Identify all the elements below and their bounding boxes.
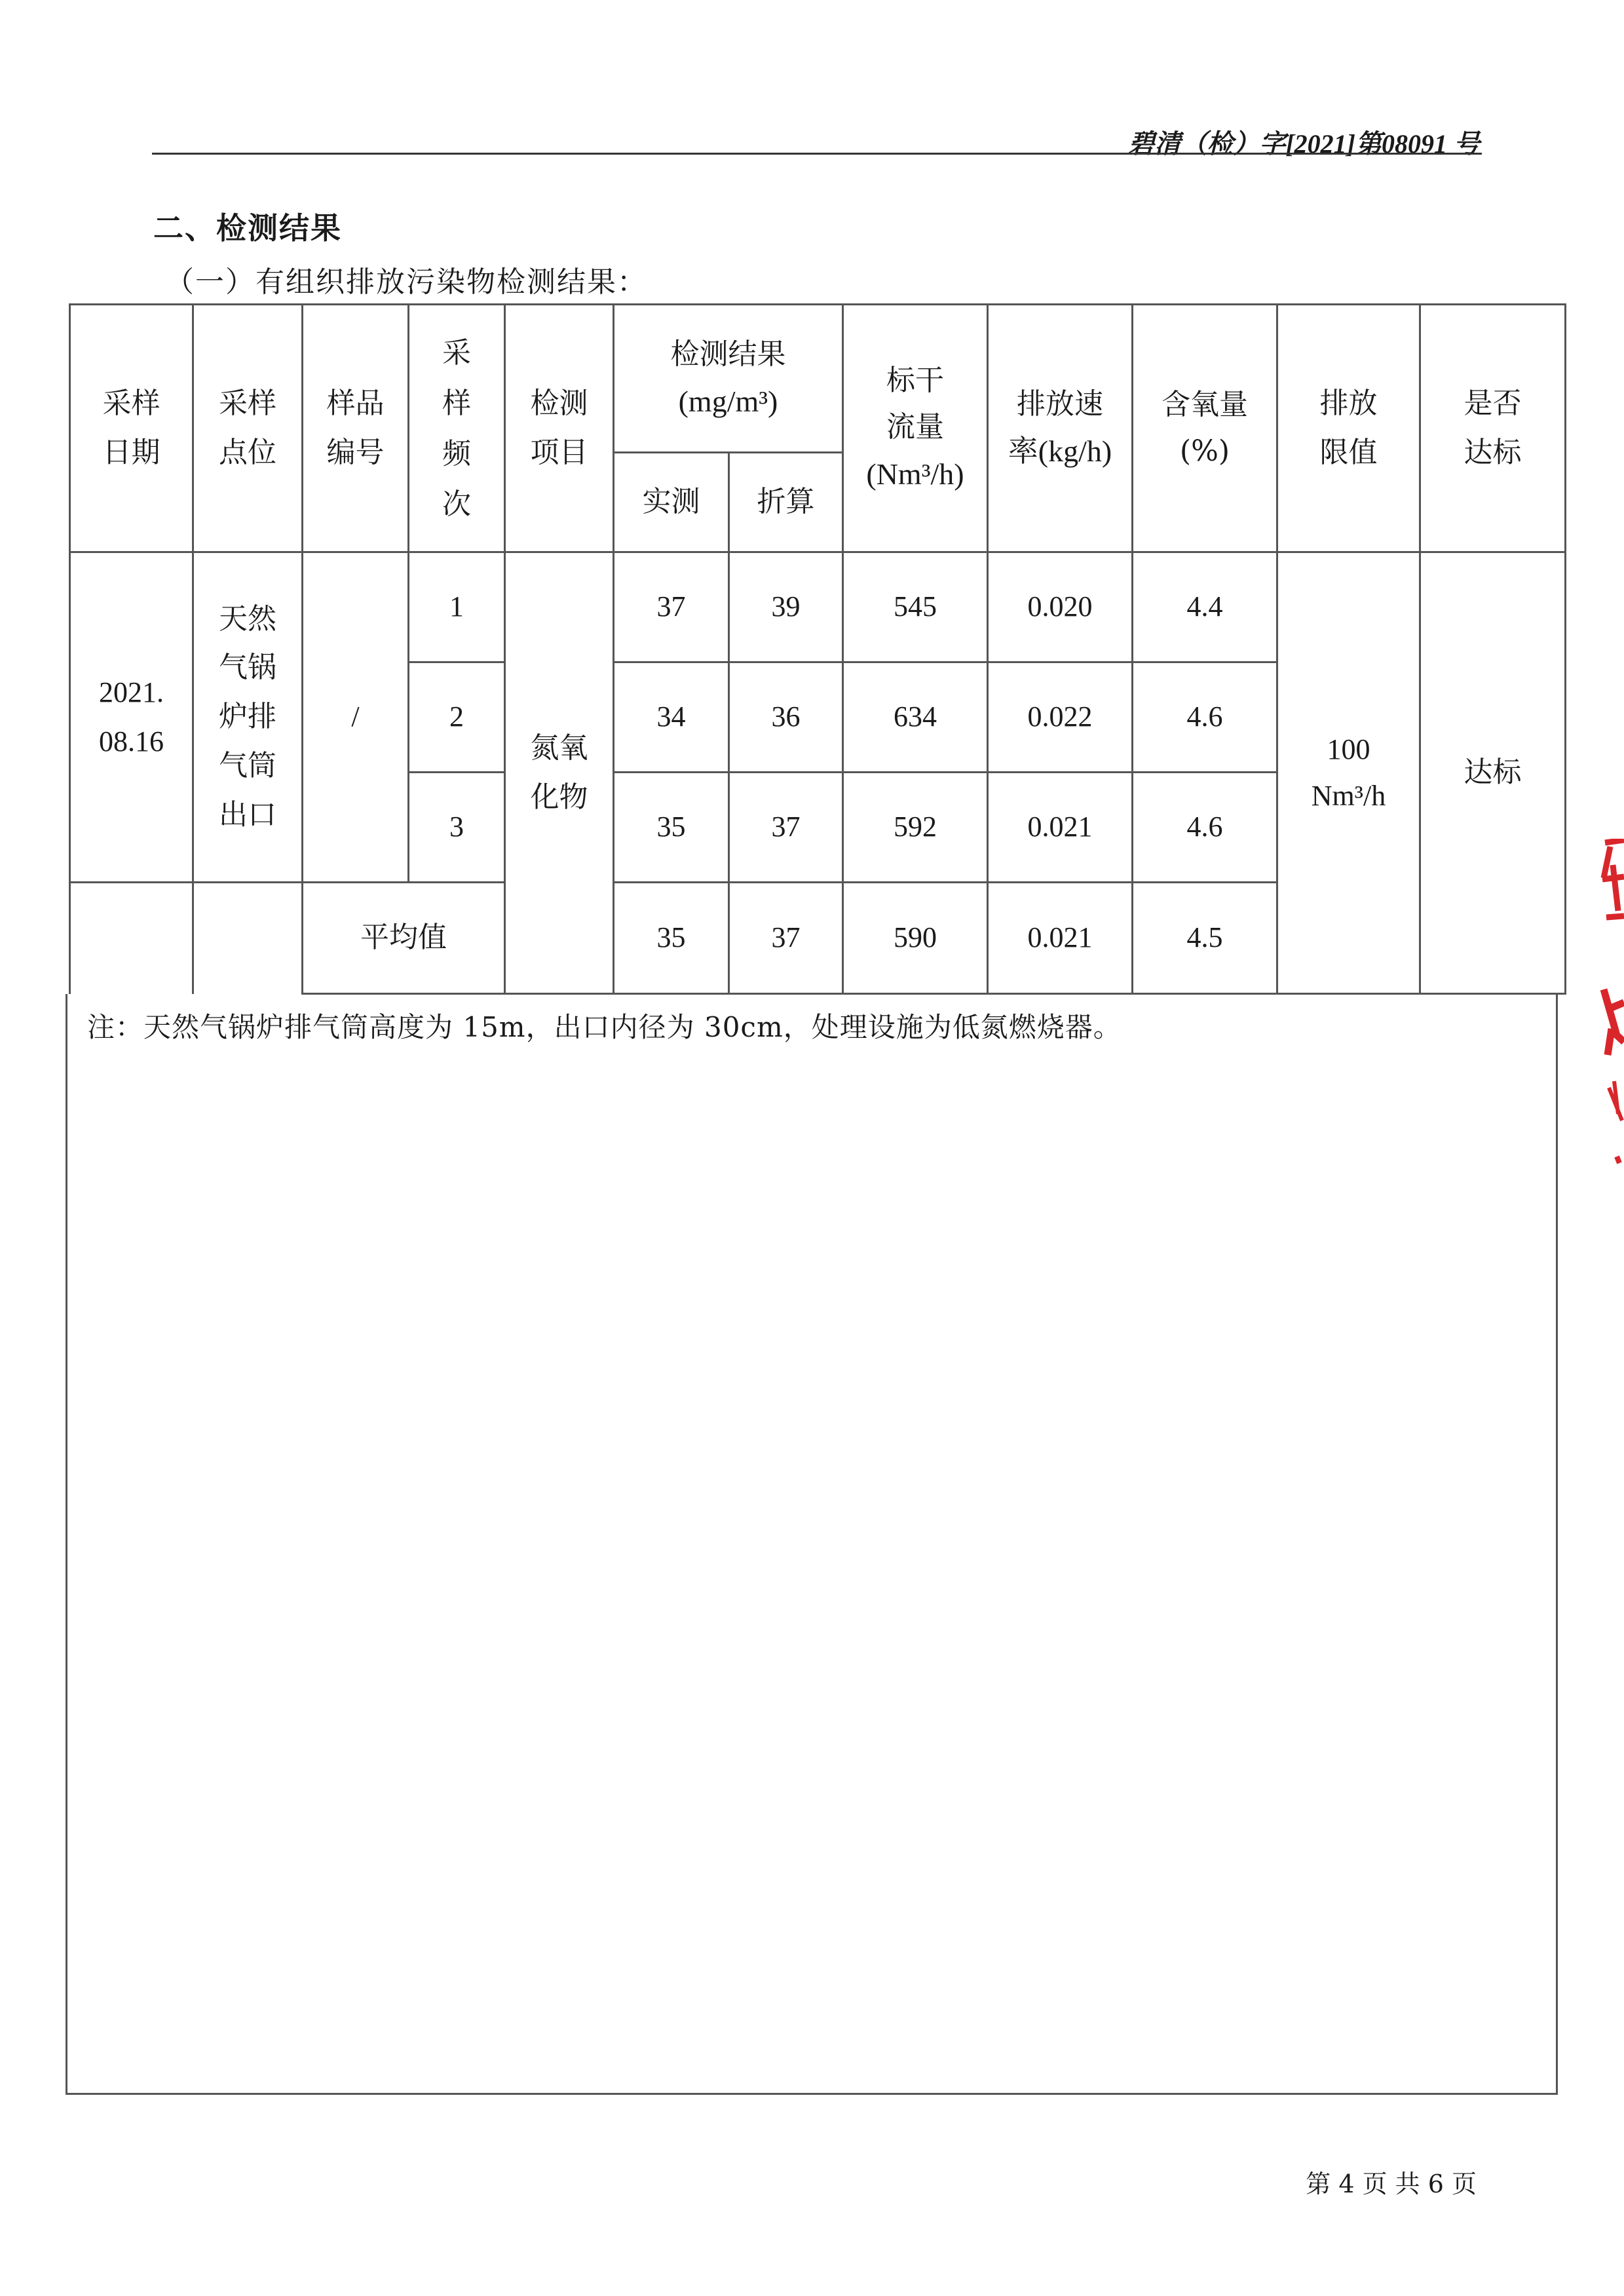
cell-measured: 37 — [614, 552, 729, 662]
header-emission-rate: 排放速 率(kg/h) — [988, 305, 1133, 552]
table-row — [70, 552, 1566, 662]
cell-frequency: 3 — [409, 773, 505, 883]
cell-measured: 34 — [614, 662, 729, 773]
cell-emission-rate: 0.020 — [988, 552, 1133, 662]
cell-converted: 36 — [729, 662, 843, 773]
header-divider — [152, 153, 1482, 155]
cell-average-flow: 590 — [843, 883, 988, 994]
header-test-item: 检测项目 — [505, 305, 614, 552]
note-text: 注：天然气锅炉排气筒高度为 15m，出口内径为 30cm，处理设施为低氮燃烧器。 — [87, 1011, 1122, 1043]
section-subtitle: （一）有组织排放污染物检测结果： — [165, 265, 647, 299]
header-sampling-date: 采样日期 — [70, 305, 193, 552]
header-emission-limit: 排放限值 — [1277, 305, 1420, 552]
cell-average-measured: 35 — [614, 883, 729, 994]
header-oxygen-content: 含氧量 (%) — [1133, 305, 1277, 552]
header-measured: 实测 — [614, 453, 729, 552]
page-number: 第 4 页 共 6 页 — [1306, 2170, 1477, 2198]
header-sampling-point: 采样点位 — [193, 305, 303, 552]
cell-test-item: 氮氧化物 — [505, 552, 614, 994]
report-number: 碧清（检）字[2021]第08091 号 — [1128, 129, 1480, 159]
cell-compliance: 达标 — [1420, 552, 1566, 994]
header-sampling-frequency: 采样频次 — [409, 305, 505, 552]
cell-sampling-date: 2021.08.16 — [70, 552, 193, 883]
results-table — [69, 303, 1566, 995]
cell-converted: 37 — [729, 773, 843, 883]
cell-oxygen: 4.6 — [1133, 662, 1277, 773]
cell-flow: 545 — [843, 552, 988, 662]
cell-oxygen: 4.4 — [1133, 552, 1277, 662]
note-box — [66, 994, 1558, 2095]
header-converted: 折算 — [729, 453, 843, 552]
cell-flow: 634 — [843, 662, 988, 773]
cell-frequency: 1 — [409, 552, 505, 662]
section-title: 二、检测结果 — [153, 210, 342, 246]
cell-average-label: 平均值 — [303, 883, 505, 994]
cell-flow: 592 — [843, 773, 988, 883]
cell-sample-number: / — [303, 552, 409, 883]
header-sample-number: 样品编号 — [303, 305, 409, 552]
cell-sampling-point: 天然气锅炉排气筒出口 — [193, 552, 303, 883]
cell-average-oxygen: 4.5 — [1133, 883, 1277, 994]
cell-average-emission-rate: 0.021 — [988, 883, 1133, 994]
cell-oxygen: 4.6 — [1133, 773, 1277, 883]
cell-average-converted: 37 — [729, 883, 843, 994]
cell-emission-limit: 100 Nm³/h — [1277, 552, 1420, 994]
header-test-result: 检测结果 (mg/m³) — [614, 305, 843, 453]
cell-measured: 35 — [614, 773, 729, 883]
red-seal-fragment — [1598, 839, 1624, 1166]
header-compliance: 是否达标 — [1420, 305, 1566, 552]
cell-frequency: 2 — [409, 662, 505, 773]
cell-emission-rate: 0.021 — [988, 773, 1133, 883]
header-standard-flow: 标干 流量 (Nm³/h) — [843, 305, 988, 552]
cell-emission-rate: 0.022 — [988, 662, 1133, 773]
cell-converted: 39 — [729, 552, 843, 662]
